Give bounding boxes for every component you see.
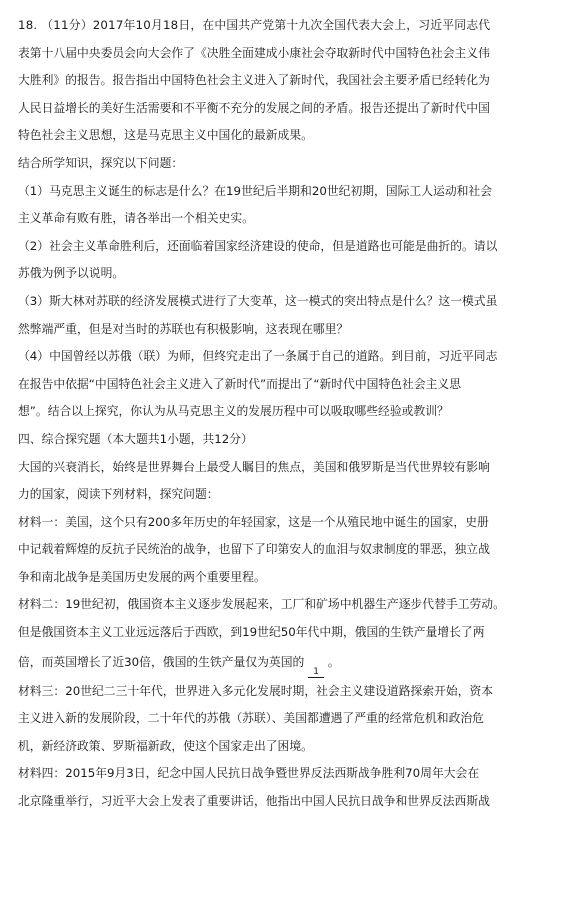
- text-line: 苏俄为例予以说明。: [18, 266, 125, 281]
- text-line: 表第十八届中央委员会向大会作了《决胜全面建成小康社会夺取新时代中国特色社会主义伟: [18, 45, 490, 60]
- section-4: [18, 426, 567, 816]
- text-line: （4）中国曾经以苏俄（联）为师，但终究走出了一条属于自己的道路。到目前，习近平同志: [18, 349, 498, 364]
- text-segment: 倍，而英国增长了近30倍，俄国的生铁产量仅为英国的: [18, 654, 305, 669]
- text-line: （3）斯大林对苏联的经济发展模式进行了大变革，这一模式的突出特点是什么？这一模式虽: [18, 293, 498, 308]
- text-line: 机，新经济政策、罗斯福新政，使这个国家走出了困境。: [18, 738, 313, 753]
- text-line: 特色社会主义思想，这是马克思主义中国化的最新成果。: [18, 128, 313, 143]
- text-line: 材料二：19世纪初，俄国资本主义逐步发展起来，工厂和矿场中机器生产逐步代替手工劳动。: [18, 597, 505, 612]
- text-line: 在报告中依据“中国特色社会主义进入了新时代”而提出了“新时代中国特色社会主义思: [18, 376, 462, 391]
- text-line: 材料一：美国，这个只有200多年历史的年轻国家，这是一个从殖民地中诞生的国家，史册: [18, 514, 489, 529]
- fraction-numerator: 1: [313, 666, 319, 677]
- text-line: （1）马克思主义诞生的标志是什么？在19世纪后半期和20世纪初期，国际工人运动和社会: [18, 183, 493, 198]
- material-4: [18, 760, 567, 815]
- fraction: [308, 667, 323, 678]
- text-line: 人民日益增长的美好生活需要和不平衡不充分的发展之间的矛盾。报告还提出了新时代中国: [18, 100, 490, 115]
- text-line: 结合所学知识，探究以下问题：: [18, 155, 184, 170]
- question-18: [18, 12, 567, 426]
- text-line: 18. （11分）2017年10月18日，在中国共产党第十九次全国代表大会上，习近平同志代: [18, 18, 491, 32]
- material-1: [18, 509, 567, 592]
- text-line: 北京隆重举行，习近平大会上发表了重要讲话，他指出中国人民抗日战争和世界反法西斯战: [18, 794, 490, 809]
- text-segment: 。: [327, 654, 340, 669]
- section-heading: 四、综合探究题（本大题共1小题，共12分）: [18, 431, 253, 446]
- material-2: [18, 591, 567, 677]
- text-line: 材料四：2015年9月3日，纪念中国人民抗日战争暨世界反法西斯战争胜利70周年大会在: [18, 766, 480, 781]
- text-line: 大国的兴衰消长，始终是世界舞台上最受人瞩目的焦点，美国和俄罗斯是当代世界较有影响: [18, 459, 490, 474]
- text-line: 但是俄国资本主义工业远远落后于西欧，到19世纪50年代中期，俄国的生铁产量增长了两: [18, 625, 485, 640]
- text-line: 中记载着辉煌的反抗子民统治的战争，也留下了印第安人的血泪与奴隶制度的罪恶，独立战: [18, 542, 490, 557]
- text-line: [18, 647, 567, 678]
- text-line: 然弊端严重，但是对当时的苏联也有积极影响，这表现在哪里？: [18, 321, 349, 336]
- text-line: （2）社会主义革命胜利后，还面临着国家经济建设的使命，但是道路也可能是曲折的。请以: [18, 238, 498, 253]
- text-line: 材料三：20世纪二三十年代，世界进入多元化发展时期，社会主义建设道路探索开始，资本: [18, 683, 494, 698]
- text-line: 想”。结合以上探究，你认为从马克思主义的发展历程中可以吸取哪些经验或教训？: [18, 404, 449, 419]
- material-3: [18, 678, 567, 761]
- text-line: 争和南北战争是美国历史发展的两个重要里程。: [18, 569, 266, 584]
- text-line: 大胜利》的报告。报告指出中国特色社会主义进入了新时代，我国社会主要矛盾已经转化为: [18, 73, 490, 88]
- text-line: 力的国家，阅读下列材料，探究问题：: [18, 487, 219, 502]
- text-line: 主义进入新的发展阶段，二十年代的苏俄（苏联）、美国都遭遇了严重的经常危机和政治危: [18, 711, 484, 726]
- text-line: 主义革命有败有胜，请各举出一个相关史实。: [18, 211, 254, 226]
